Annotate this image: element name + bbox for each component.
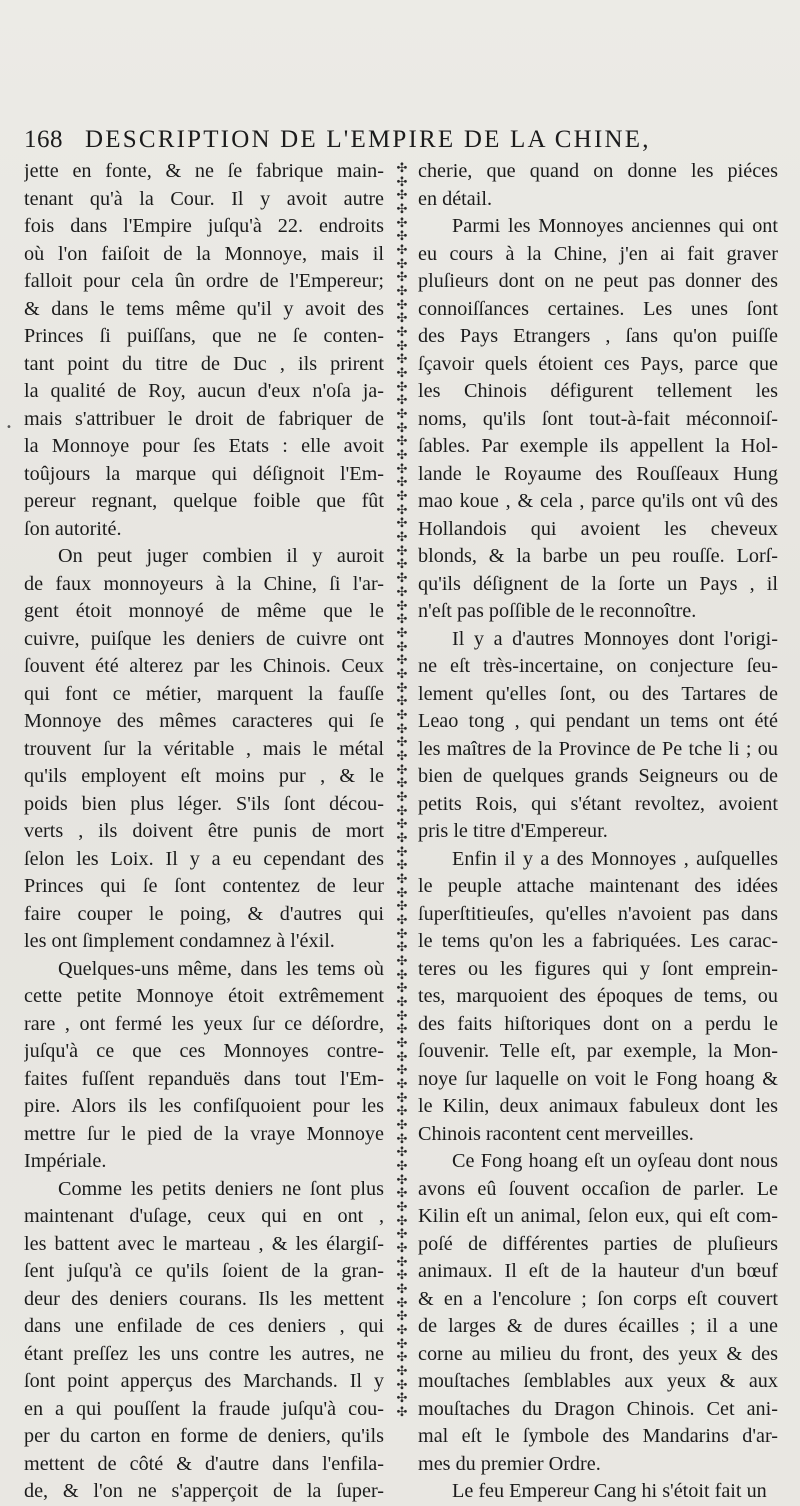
ornament-glyph: ✣ <box>396 1268 408 1284</box>
page-number: 168 <box>24 126 63 153</box>
ornament-glyph: ✣ <box>396 543 408 559</box>
text-line: Ce Fong hoang eſt un oyſeau dont nous <box>452 1150 778 1172</box>
text-line: qu'ils déſignent de la ſorte un Pays , il <box>418 572 778 595</box>
text-line: Kilin eſt un animal, ſelon eux, qui eſt com- <box>418 1205 778 1227</box>
ornament-glyph: ✣ <box>396 1131 408 1147</box>
ornament-glyph: ✣ <box>396 707 408 723</box>
ornament-glyph: ✣ <box>396 653 408 669</box>
ornament-glyph: ✣ <box>396 680 408 696</box>
ornament-glyph: ✣ <box>396 571 408 587</box>
text-line: Le feu Empereur Cang hi s'étoit fait un <box>452 1480 767 1502</box>
text-line: mouſtaches du Dragon Chinois. Cet ani- <box>418 1397 778 1420</box>
text-line: bien de quelques grands Seigneurs ou de <box>418 765 778 787</box>
ornament-glyph: ✣ <box>396 407 408 423</box>
ornament-glyph: ✣ <box>396 953 408 969</box>
text-line: Hollandois qui avoient les cheveux <box>418 517 778 540</box>
ornament-glyph: ✣ <box>396 994 408 1010</box>
ornament-glyph: ✣ <box>396 188 408 204</box>
ornament-glyph: ✣ <box>396 639 408 655</box>
ornament-glyph: ✣ <box>396 1022 408 1038</box>
running-title: DESCRIPTION DE L'EMPIRE DE LA CHINE, <box>85 126 651 153</box>
text-line: mettent de côté & d'autre dans l'enfila- <box>24 1452 384 1475</box>
ornament-glyph: ✣ <box>396 584 408 600</box>
text-line: tant point du titre de Duc , ils prirent <box>24 352 384 375</box>
ornament-glyph: ✣ <box>396 598 408 614</box>
ornament-glyph: ✣ <box>396 1200 408 1216</box>
text-line: connoiſſances certaines. Les unes ſont <box>418 297 778 320</box>
text-line: ſent juſqu'à ce qu'ils ſoient de la gran- <box>24 1260 384 1282</box>
text-line: ſon autorité. <box>24 517 122 540</box>
ornament-glyph: ✣ <box>396 803 408 819</box>
ornament-glyph: ✣ <box>396 1391 408 1407</box>
ornament-glyph: ✣ <box>396 776 408 792</box>
text-line: ſables. Par exemple ils appellent la Hol- <box>418 435 778 457</box>
ornament-glyph: ✣ <box>396 1049 408 1065</box>
ornament-glyph: ✣ <box>396 557 408 573</box>
ornament-glyph: ✣ <box>396 1036 408 1051</box>
text-line: noye ſur laquelle on voit le Fong hoang & <box>418 1067 778 1090</box>
ornament-glyph: ✣ <box>396 666 408 682</box>
text-line: le Kilin, deux animaux fabuleux dont les <box>418 1095 778 1117</box>
ornament-glyph: ✣ <box>396 844 408 860</box>
ornament-glyph: ✣ <box>396 1118 408 1134</box>
text-line: blonds, & la barbe un peu rouſſe. Lorſ- <box>418 545 778 567</box>
ornament-glyph: ✣ <box>396 981 408 997</box>
text-line: mao koue , & cela , parce qu'ils ont vû des <box>418 490 778 512</box>
ornament-glyph: ✣ <box>396 1159 408 1175</box>
text-line: eu cours à la Chine, j'en ai fait graver <box>418 242 778 265</box>
text-line: mes du premier Ordre. <box>418 1452 601 1475</box>
ornament-glyph: ✣ <box>396 256 408 272</box>
ornament-glyph: ✣ <box>396 1186 408 1202</box>
ornament-glyph: ✣ <box>396 516 408 532</box>
ornament-glyph: ✣ <box>396 161 408 176</box>
text-line: en détail. <box>418 187 492 210</box>
text-line: maintenant d'uſage, ceux qui en ont , <box>24 1205 384 1227</box>
text-line: pereur regnant, quelque foible que fût <box>24 490 384 512</box>
left-text-column <box>24 158 384 1506</box>
ornament-glyph: ✣ <box>396 1309 408 1325</box>
text-line: pluſieurs dont on ne peut pas donner des <box>418 270 778 292</box>
text-line: ſçavoir quels étoient ces Pays, parce que <box>418 352 778 375</box>
page-header <box>24 126 784 162</box>
text-line: poids bien plus léger. S'ils ſont décou- <box>24 792 384 815</box>
ornament-glyph: ✣ <box>396 502 408 518</box>
ornament-glyph: ✣ <box>396 1254 408 1270</box>
ornament-glyph: ✣ <box>396 748 408 764</box>
text-line: pire. Alors ils les confiſquoient pour les <box>24 1095 384 1117</box>
text-line: dans une enfilade de ces deniers , qui <box>24 1315 384 1337</box>
text-line: la qualité de Roy, aucun d'eux n'oſa ja- <box>24 380 384 402</box>
text-line: cette petite Monnoye étoit extrêmement <box>24 985 384 1007</box>
ornament-glyph: ✣ <box>396 297 408 313</box>
ornament-glyph: ✣ <box>396 1364 408 1380</box>
text-line: deur des deniers courans. Ils les mettent <box>24 1287 384 1310</box>
text-line: gent étoit monnoyé de même que le <box>24 600 384 622</box>
text-line: la Monnoye pour ſes Etats : elle avoit <box>24 435 384 457</box>
text-line: de faux monnoyeurs à la Chine, ſi l'ar- <box>24 572 384 595</box>
text-line: le peuple attache maintenant des idées <box>418 875 778 897</box>
text-line: & en a l'encolure ; ſon corps eſt couvert <box>418 1287 778 1310</box>
ornament-glyph: ✣ <box>396 817 408 833</box>
ornament-glyph: ✣ <box>396 461 408 477</box>
ornament-glyph: ✣ <box>396 1008 408 1024</box>
ornament-glyph: ✣ <box>396 830 408 846</box>
text-line: Enfin il y a des Monnoyes , auſquelles <box>452 847 778 870</box>
right-text-column <box>418 158 778 1506</box>
text-line: petits Rois, qui s'étant revoltez, avoient <box>418 792 778 815</box>
ornament-glyph: ✣ <box>396 735 408 751</box>
ornament-glyph: ✣ <box>396 1295 408 1311</box>
ornament-glyph: ✣ <box>396 311 408 327</box>
ornament-glyph: ✣ <box>396 1063 408 1079</box>
ornament-glyph: ✣ <box>396 694 408 710</box>
ornament-glyph: ✣ <box>396 912 408 928</box>
ornament-glyph: ✣ <box>396 1323 408 1339</box>
ornament-glyph: ✣ <box>396 1241 408 1257</box>
text-line: en a qui pouſſent la fraude juſqu'à cou- <box>24 1397 384 1420</box>
ornament-glyph: ✣ <box>396 420 408 436</box>
text-line: ſouvenir. Telle eſt, par exemple, la Mon- <box>418 1040 778 1062</box>
text-line: Quelques-uns même, dans les tems où <box>58 957 384 980</box>
text-line: faire couper le poing, & d'autres qui <box>24 902 384 925</box>
text-line: toûjours la marque qui déſignoit l'Em- <box>24 462 384 485</box>
text-line: teres ou les figures qui y ſont emprein- <box>418 957 778 980</box>
text-line: mal eſt le ſymbole des Mandarins d'ar- <box>418 1425 778 1447</box>
text-line: Impériale. <box>24 1150 107 1172</box>
ornament-glyph: ✣ <box>396 448 408 464</box>
ornament-glyph: ✣ <box>396 530 408 546</box>
text-line: Il y a d'autres Monnoyes dont l'origi- <box>452 627 778 650</box>
text-line: de larges & de dures écailles ; il a une <box>418 1315 778 1337</box>
text-line: fois dans l'Empire juſqu'à 22. endroits <box>24 215 384 237</box>
ornament-glyph: ✣ <box>396 1077 408 1093</box>
text-line: qu'ils employent eſt moins pur , & le <box>24 765 384 787</box>
ornament-glyph: ✣ <box>396 1282 408 1298</box>
text-line: jette en fonte, & ne ſe fabrique main- <box>24 160 384 182</box>
text-line: On peut juger combien il y auroit <box>58 545 384 567</box>
text-line: ſont point apperçus des Marchands. Il y <box>24 1370 384 1392</box>
ornament-glyph: ✣ <box>396 366 408 382</box>
text-line: corne au milieu du front, des yeux & des <box>418 1342 778 1365</box>
ornament-glyph: ✣ <box>396 202 408 218</box>
text-line: avons eû ſouvent occaſion de parler. Le <box>418 1177 778 1200</box>
text-line: noms, qu'ils ſont tout-à-fait méconnoiſ- <box>418 407 778 430</box>
text-line: ne eſt très-incertaine, on conjecture ſeu- <box>418 655 778 677</box>
text-line: les maîtres de la Province de Pe tche li ; ou <box>418 737 778 760</box>
ornament-glyph: ✣ <box>396 625 408 641</box>
ornament-glyph: ✣ <box>396 393 408 409</box>
text-line: faites fuſſent repanduës dans tout l'Em- <box>24 1067 384 1090</box>
ornament-glyph: ✣ <box>396 1145 408 1161</box>
ornament-glyph: ✣ <box>396 284 408 300</box>
ornament-glyph: ✣ <box>396 379 408 395</box>
text-line: les battent avec le marteau , & les élargiſ- <box>24 1232 384 1255</box>
text-line: pris le titre d'Empereur. <box>418 820 608 842</box>
ornament-glyph: ✣ <box>396 871 408 887</box>
ornament-glyph: ✣ <box>396 1172 408 1188</box>
text-line: lande le Royaume des Rouſſeaux Hung <box>418 462 778 485</box>
ornament-glyph: ✣ <box>396 475 408 491</box>
text-line: per du carton en forme de deniers, qu'ils <box>24 1425 384 1447</box>
ornament-glyph: ✣ <box>396 352 408 368</box>
text-line: le tems qu'on les a fabriquées. Les carac- <box>418 930 778 952</box>
ornament-glyph: ✣ <box>396 612 408 628</box>
ornament-glyph: ✣ <box>396 899 408 915</box>
ornament-glyph: ✣ <box>396 434 408 450</box>
ornament-glyph: ✣ <box>396 215 408 231</box>
text-line: n'eſt pas poſſible de le reconnoître. <box>418 600 697 622</box>
ornament-glyph: ✣ <box>396 940 408 956</box>
ornament-glyph: ✣ <box>396 325 408 341</box>
ornamental-column-divider <box>394 162 410 1420</box>
text-line: falloit pour cela ûn ordre de l'Empereur; <box>24 270 384 292</box>
ornament-glyph: ✣ <box>396 243 408 259</box>
text-line: mais s'attribuer le droit de fabriquer de <box>24 407 384 430</box>
ornament-glyph: ✣ <box>396 762 408 778</box>
text-line: lement qu'elles ſont, ou des Tartares de <box>418 682 778 705</box>
text-line: Comme les petits deniers ne ſont plus <box>58 1177 384 1200</box>
ornament-glyph: ✣ <box>396 270 408 286</box>
text-line: mettre ſur le pied de la vraye Monnoye <box>24 1122 384 1145</box>
ornament-glyph: ✣ <box>396 489 408 505</box>
text-line: tes, marquoient des époques de tems, ou <box>418 985 778 1007</box>
text-line: Monnoye des mêmes caracteres qui ſe <box>24 710 384 732</box>
ornament-glyph: ✣ <box>396 721 408 737</box>
ornament-glyph: ✣ <box>396 1090 408 1106</box>
text-line: ſuperſtitieuſes, qu'elles n'avoient pas dans <box>418 902 778 925</box>
ornament-glyph: ✣ <box>396 1405 408 1421</box>
text-line: ſouvent été alterez par les Chinois. Ceux <box>24 655 384 677</box>
ornament-glyph: ✣ <box>396 967 408 983</box>
text-line: de, & l'on ne s'apperçoit de la ſuper- <box>24 1480 384 1502</box>
text-line: étant preſſez les uns contre les autres, ne <box>24 1342 384 1365</box>
text-line: cuivre, puiſque les deniers de cuivre ont <box>24 627 384 650</box>
ornament-glyph: ✣ <box>396 229 408 245</box>
text-line: Leao tong , qui pendant un tems ont été <box>418 710 778 732</box>
ornament-glyph: ✣ <box>396 789 408 805</box>
text-line: juſqu'à ce que ces Monnoyes contre- <box>24 1040 384 1062</box>
text-line: les ont ſimplement condamnez à l'éxil. <box>24 930 335 952</box>
text-line: tenant qu'à la Cour. Il y avoit autre <box>24 187 384 210</box>
ornament-glyph: ✣ <box>396 926 408 942</box>
ornament-glyph: ✣ <box>396 1377 408 1393</box>
text-line: où l'on faiſoit de la Monnoye, mais il <box>24 242 384 265</box>
text-line: verts , ils doivent être punis de mort <box>24 820 384 842</box>
text-line: Princes ſi puiſſans, que ne ſe conten- <box>24 325 384 347</box>
ornament-glyph: ✣ <box>396 1336 408 1352</box>
text-line: des Pays Etrangers , ſans qu'on puiſſe <box>418 325 778 347</box>
text-line: des faits hiſtoriques dont on a perdu le <box>418 1012 778 1035</box>
text-line: Chinois racontent cent merveilles. <box>418 1122 694 1145</box>
text-line: Princes qui ſe ſont contentez de leur <box>24 875 384 897</box>
text-line: poſé de différentes parties de pluſieurs <box>418 1232 778 1255</box>
ornament-glyph: ✣ <box>396 1213 408 1229</box>
text-line: Parmi les Monnoyes anciennes qui ont <box>452 215 778 237</box>
text-line: trouvent ſur la véritable , mais le métal <box>24 737 384 760</box>
text-line: mouſtaches ſemblables aux yeux & aux <box>418 1370 778 1392</box>
text-line: ſelon les Loix. Il y a eu cependant des <box>24 847 384 870</box>
text-line: les Chinois défigurent tellement les <box>418 380 778 402</box>
text-line: animaux. Il eſt de la hauteur d'un bœuf <box>418 1260 778 1282</box>
text-line: cherie, que quand on donne les piéces <box>418 160 778 182</box>
ornament-glyph: ✣ <box>396 1104 408 1120</box>
ornament-glyph: ✣ <box>396 858 408 874</box>
ornament-glyph: ✣ <box>396 1227 408 1243</box>
ornament-glyph: ✣ <box>396 1350 408 1366</box>
text-line: rare , ont fermé les yeux ſur ce déſordre, <box>24 1012 384 1035</box>
ornament-glyph: ✣ <box>396 885 408 901</box>
ornament-glyph: ✣ <box>396 174 408 190</box>
ornament-glyph: ✣ <box>396 338 408 354</box>
ink-speck: • <box>6 422 12 433</box>
text-line: & dans le tems même qu'il y avoit des <box>24 297 384 320</box>
text-line: qui font ce métier, marquent la fauſſe <box>24 682 384 705</box>
